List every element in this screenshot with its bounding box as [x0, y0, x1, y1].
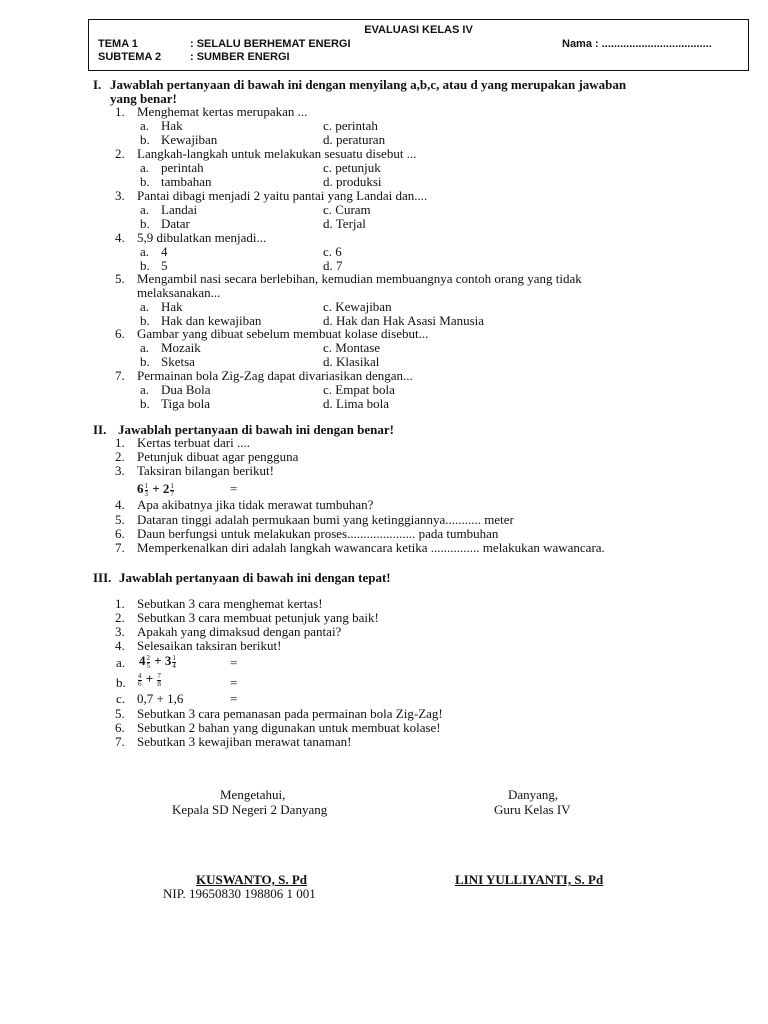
- section-3-instruction: Jawablah pertanyaan di bawah ini dengan tepat!: [119, 570, 391, 585]
- question-3-option-d[interactable]: d. Terjal: [323, 216, 366, 231]
- question-5-option-a[interactable]: Hak: [161, 299, 183, 314]
- question-6-option-c[interactable]: c. Montase: [323, 340, 381, 355]
- expr-plus: +: [152, 481, 160, 496]
- sub-c-equals: =: [230, 691, 238, 706]
- question-4-option-a[interactable]: 4: [161, 244, 168, 259]
- question-4-option-a-letter: a.: [140, 244, 150, 259]
- question-5-option-a-letter: a.: [140, 299, 150, 314]
- sub-c-expression: 0,7 + 1,6: [137, 691, 184, 706]
- question-3-option-a-letter: a.: [140, 202, 150, 217]
- essay-short-4-text: Apa akibatnya jika tidak merawat tumbuhan?: [137, 497, 374, 512]
- section-1-instruction: Jawablah pertanyaan di bawah ini dengan menyilang a,b,c, atau d yang merupakan jawaban: [110, 77, 627, 92]
- section-1-instruction-cont: yang benar!: [110, 91, 177, 106]
- essay-short-2-text: Petunjuk dibuat agar pengguna: [137, 449, 299, 464]
- expr-den-2: 7: [170, 489, 174, 498]
- expr-whole-1: 6: [137, 481, 144, 496]
- question-5-option-d[interactable]: d. Hak dan Hak Asasi Manusia: [323, 313, 485, 328]
- question-5-text: Mengambil nasi secara berlebihan, kemudian membuangnya contoh orang yang tidak: [137, 271, 582, 286]
- sub-b-equals: =: [230, 675, 238, 690]
- question-5-number: 5.: [115, 271, 125, 286]
- expr-frac-1: [145, 483, 149, 498]
- sub-a-plus: +: [154, 653, 162, 668]
- essay-short-7-number: 7.: [115, 540, 125, 555]
- essay-short-7-text: Memperkenalkan diri adalah langkah wawancara ketika ............... melakukan wawancara.: [137, 540, 605, 555]
- sub-b-den-1: 6: [138, 679, 142, 688]
- question-2-option-a[interactable]: perintah: [161, 160, 204, 175]
- section-2-expression: [137, 482, 175, 498]
- sub-b-frac-2: [157, 673, 161, 688]
- essay-3-number: 3.: [115, 624, 125, 639]
- essay-1-text: Sebutkan 3 cara menghemat kertas!: [137, 596, 323, 611]
- sub-b-den-2: 8: [157, 679, 161, 688]
- question-1-option-b-letter: b.: [140, 132, 150, 147]
- question-3-number: 3.: [115, 188, 125, 203]
- section-2-numeral: II.: [93, 422, 107, 437]
- question-3-option-c[interactable]: c. Curam: [323, 202, 371, 217]
- essay-short-5-text: Dataran tinggi adalah permukaan bumi yang ketinggiannya........... meter: [137, 512, 514, 527]
- question-1-option-a-letter: a.: [140, 118, 150, 133]
- sign-right-position: Guru Kelas IV: [494, 802, 571, 817]
- question-5-option-b[interactable]: Hak dan kewajiban: [161, 313, 262, 328]
- question-7-option-b-letter: b.: [140, 396, 150, 411]
- sub-a-frac-1: [147, 655, 151, 670]
- question-3-option-b-letter: b.: [140, 216, 150, 231]
- question-4-option-b[interactable]: 5: [161, 258, 168, 273]
- question-5-option-c[interactable]: c. Kewajiban: [323, 299, 392, 314]
- essay-6-number: 6.: [115, 720, 125, 735]
- question-7-option-c[interactable]: c. Empat bola: [323, 382, 395, 397]
- expr-frac-2: [170, 483, 174, 498]
- subtema-value: : SUMBER ENERGI: [190, 51, 290, 63]
- exam-title: EVALUASI KELAS IV: [364, 24, 473, 36]
- sub-c-label: c.: [116, 691, 126, 706]
- sub-a-label: a.: [116, 655, 126, 670]
- question-3-option-a[interactable]: Landai: [161, 202, 198, 217]
- section-2-instruction: Jawablah pertanyaan di bawah ini dengan benar!: [118, 422, 394, 437]
- essay-2-text: Sebutkan 3 cara membuat petunjuk yang baik!: [137, 610, 379, 625]
- sub-b-num-1: 4: [138, 671, 142, 680]
- essay-5-text: Sebutkan 3 cara pemanasan pada permainan bola Zig-Zag!: [137, 706, 443, 721]
- essay-6-text: Sebutkan 2 bahan yang digunakan untuk membuat kolase!: [137, 720, 441, 735]
- section-3-numeral: III.: [93, 570, 112, 585]
- question-6-option-d[interactable]: d. Klasikal: [323, 354, 380, 369]
- essay-5-number: 5.: [115, 706, 125, 721]
- question-1-option-b[interactable]: Kewajiban: [161, 132, 218, 147]
- question-2-text: Langkah-langkah untuk melakukan sesuatu disebut ...: [137, 146, 417, 161]
- question-2-option-a-letter: a.: [140, 160, 150, 175]
- question-5-option-b-letter: b.: [140, 313, 150, 328]
- sign-left-greeting: Mengetahui,: [220, 787, 286, 802]
- essay-7-text: Sebutkan 3 kewajiban merawat tanaman!: [137, 734, 352, 749]
- expr-whole-2: 2: [162, 481, 170, 496]
- section-1-numeral: I.: [93, 77, 102, 92]
- essay-short-5-number: 5.: [115, 512, 125, 527]
- question-1-text: Menghemat kertas merupakan ...: [137, 104, 308, 119]
- question-4-option-c[interactable]: c. 6: [323, 244, 342, 259]
- sub-a-den-1: 5: [146, 661, 150, 670]
- question-6-option-b[interactable]: Sketsa: [161, 354, 195, 369]
- expr-den-1: 3: [144, 489, 148, 498]
- question-7-option-a-letter: a.: [140, 382, 150, 397]
- question-2-option-d[interactable]: d. produksi: [323, 174, 382, 189]
- expr-num-2: 1: [170, 481, 174, 490]
- question-2-number: 2.: [115, 146, 125, 161]
- question-1-option-a[interactable]: Hak: [161, 118, 183, 133]
- essay-short-1-text: Kertas terbuat dari ....: [137, 435, 250, 450]
- name-field[interactable]: Nama : ....................................: [562, 38, 712, 50]
- essay-7-number: 7.: [115, 734, 125, 749]
- question-6-number: 6.: [115, 326, 125, 341]
- essay-short-1-number: 1.: [115, 435, 125, 450]
- question-1-option-d[interactable]: d. peraturan: [323, 132, 386, 147]
- sub-a-frac-2: [172, 655, 176, 670]
- question-7-number: 7.: [115, 368, 125, 383]
- sign-left-nip: NIP. 19650830 198806 1 001: [163, 886, 316, 901]
- sub-b-frac-1: [138, 673, 142, 688]
- essay-short-6-text: Daun berfungsi untuk melakukan proses..................... pada tumbuhan: [137, 526, 499, 541]
- question-3-option-b[interactable]: Datar: [161, 216, 190, 231]
- sub-a-den-2: 4: [172, 661, 176, 670]
- question-2-option-b[interactable]: tambahan: [161, 174, 212, 189]
- essay-short-2-number: 2.: [115, 449, 125, 464]
- question-4-number: 4.: [115, 230, 125, 245]
- question-7-option-a[interactable]: Dua Bola: [161, 382, 211, 397]
- sign-left-position: Kepala SD Negeri 2 Danyang: [172, 802, 328, 817]
- tema-value: : SELALU BERHEMAT ENERGI: [190, 38, 351, 50]
- question-7-text: Permainan bola Zig-Zag dapat divariasikan dengan...: [137, 368, 413, 383]
- expr-num-1: 1: [144, 481, 148, 490]
- question-1-number: 1.: [115, 104, 125, 119]
- section-2-expression-equals: =: [230, 481, 238, 496]
- question-2-option-c[interactable]: c. petunjuk: [323, 160, 381, 175]
- essay-4-number: 4.: [115, 638, 125, 653]
- exam-header: [88, 19, 749, 71]
- sub-a-equals: =: [230, 655, 238, 670]
- essay-short-3-number: 3.: [115, 463, 125, 478]
- essay-2-number: 2.: [115, 610, 125, 625]
- question-5-text-cont: melaksanakan...: [137, 285, 221, 300]
- subtema-label: SUBTEMA 2: [98, 51, 162, 63]
- essay-short-6-number: 6.: [115, 526, 125, 541]
- sub-a-num-1: 2: [146, 653, 150, 662]
- question-6-option-b-letter: b.: [140, 354, 150, 369]
- question-4-text: 5,9 dibulatkan menjadi...: [137, 230, 267, 245]
- question-6-option-a[interactable]: Mozaik: [161, 340, 201, 355]
- essay-3-text: Apakah yang dimaksud dengan pantai?: [137, 624, 342, 639]
- essay-4-text: Selesaikan taksiran berikut!: [137, 638, 282, 653]
- question-3-text: Pantai dibagi menjadi 2 yaitu pantai yang Landai dan....: [137, 188, 428, 203]
- essay-short-3-text: Taksiran bilangan berikut!: [137, 463, 274, 478]
- question-7-option-b[interactable]: Tiga bola: [161, 396, 210, 411]
- sub-b-label: b.: [116, 675, 126, 690]
- sign-right-name: LINI YULLIYANTI, S. Pd: [455, 872, 604, 887]
- sub-b-num-2: 7: [157, 671, 161, 680]
- sub-a-expression: [139, 654, 177, 670]
- question-1-option-c[interactable]: c. perintah: [323, 118, 378, 133]
- question-4-option-b-letter: b.: [140, 258, 150, 273]
- question-4-option-d[interactable]: d. 7: [323, 258, 343, 273]
- essay-short-4-number: 4.: [115, 497, 125, 512]
- sign-right-place: Danyang,: [508, 787, 559, 802]
- tema-label: TEMA 1: [98, 38, 138, 50]
- sub-b-plus: +: [145, 671, 154, 686]
- sign-left-name: KUSWANTO, S. Pd: [196, 872, 308, 887]
- sub-a-num-2: 1: [172, 653, 176, 662]
- sub-b-expression: [137, 672, 162, 688]
- sub-a-whole-1: 4: [139, 653, 146, 668]
- essay-1-number: 1.: [115, 596, 125, 611]
- question-6-option-a-letter: a.: [140, 340, 150, 355]
- question-7-option-d[interactable]: d. Lima bola: [323, 396, 390, 411]
- question-2-option-b-letter: b.: [140, 174, 150, 189]
- sub-a-whole-2: 3: [164, 653, 172, 668]
- question-6-text: Gambar yang dibuat sebelum membuat kolase disebut...: [137, 326, 429, 341]
